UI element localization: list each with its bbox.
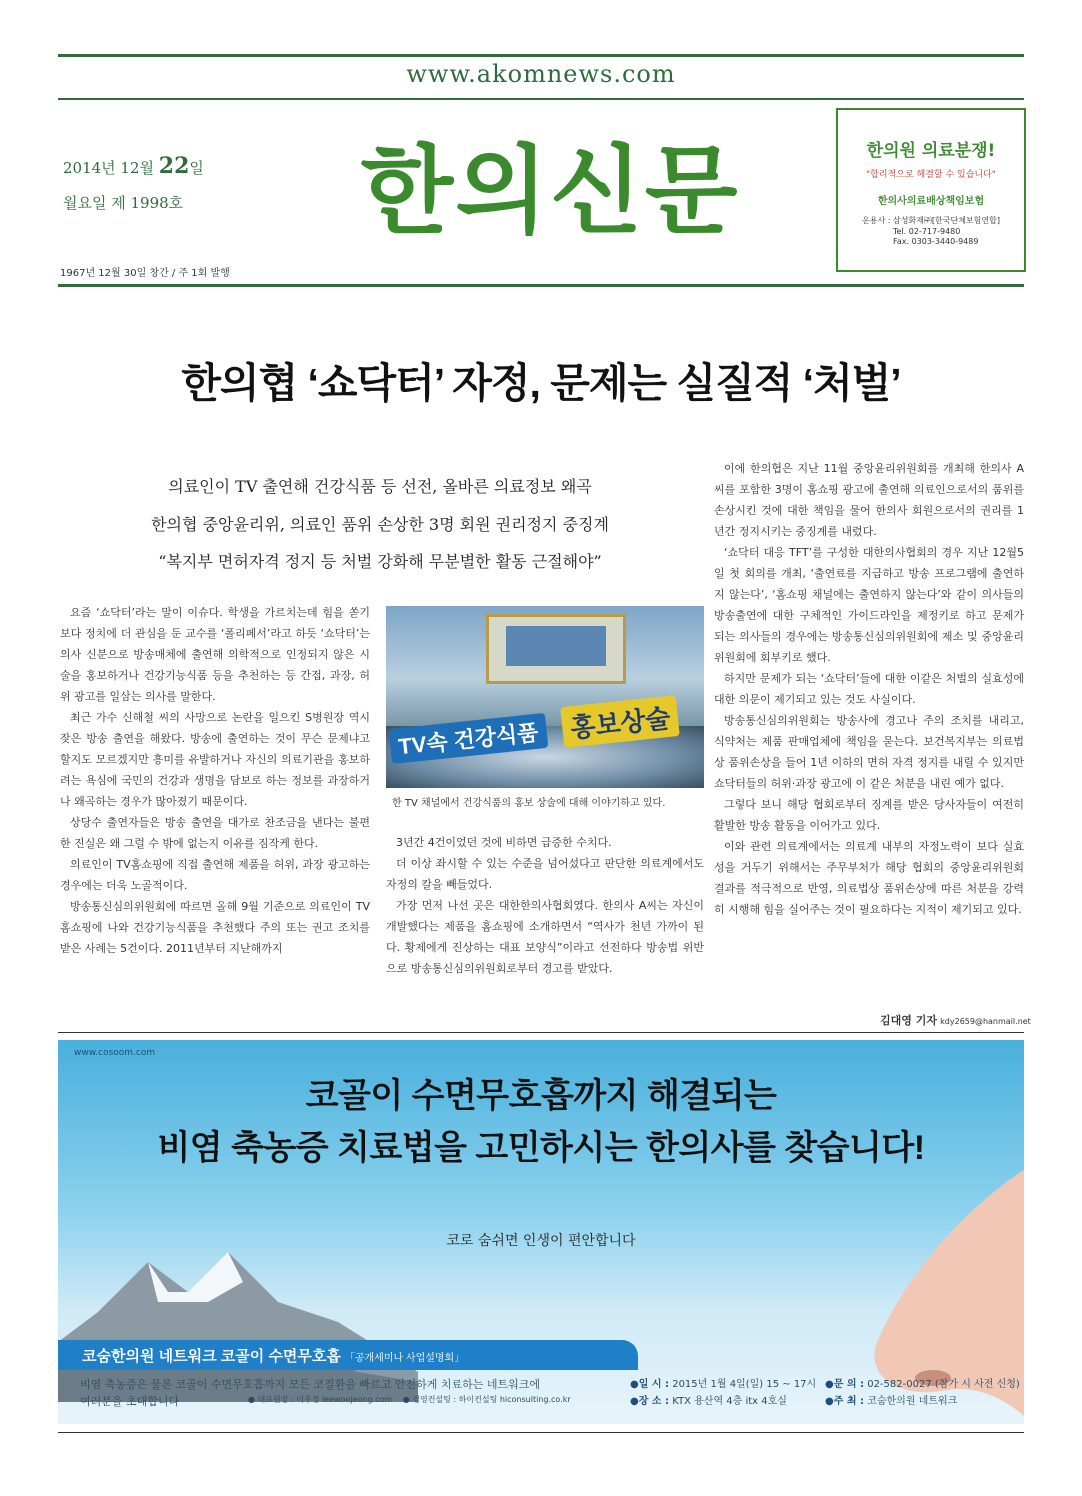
ad-contact-director[interactable]: ● 대표원장 : 이우정 leewoojeong.com bbox=[248, 1395, 393, 1404]
article-column-2 bbox=[386, 832, 704, 979]
paragraph: 이에 한의협은 지난 11월 중앙윤리위원회를 개최해 한의사 A 씨를 포함한 3명이 홈쇼핑 광고에 출연해 의료인으로서의 품위를 손상시킨 것에 대한 책임을 물어 한의사 회원으로서의 권리를 1년간 정지시키는 중징계를 내렸다. bbox=[714, 462, 1024, 538]
ad-url[interactable]: www.cosoom.com bbox=[74, 1048, 156, 1058]
paragraph: 3년간 4건이었던 것에 비하면 급증한 수치다. bbox=[396, 836, 612, 849]
subhead-3: “복지부 면허자격 정지 등 처벌 강화해 무분별한 활동 근절해야” bbox=[158, 552, 602, 571]
ad-inquiry-label: ●문 의 : bbox=[825, 1379, 865, 1390]
top-rule-thin bbox=[58, 98, 1024, 100]
ad-tagline: 코로 숨쉬면 인생이 편안합니다 bbox=[446, 1233, 636, 1249]
paragraph: 가장 먼저 나선 곳은 대한한의사협회였다. 한의사 A씨는 자신이 개발했다는 제품을 홈쇼핑에 소개하면서 “역사가 천년 가까이 된다. 황제에게 진상하는 대표 보양식”이라고 선전하다 방송법 위반으로 방송통신심의위원회로부터 경고를 받았다. bbox=[386, 899, 704, 975]
paragraph: ‘쇼닥터 대응 TFT’를 구성한 대한의사협회의 경우 지난 12월5일 첫 회의를 개최, ‘출연료를 지급하고 방송 프로그램에 출연하지 않는다’, ‘홈쇼핑 채널에는 출연하지 않는다’와 같이 의사들의 방송출연에 대한 구체적인 가이드라인을 제정키로 하고 문제가 되는 의사들의 경우에는 방송통신심의위원회에 제소 및 중앙윤리위원회에 회부키로 했다. bbox=[714, 546, 1024, 664]
paragraph: 더 이상 좌시할 수 있는 수준을 넘어섰다고 판단한 의료계에서도 자정의 칼을 빼들었다. bbox=[386, 857, 704, 891]
site-url[interactable]: www.akomnews.com bbox=[406, 60, 676, 88]
ad-contact-consulting[interactable]: ● 경영컨설팅 : 하이컨설팅 hiconsulting.co.kr bbox=[402, 1395, 571, 1404]
date-day: 22 bbox=[158, 153, 190, 179]
ad-box-operator: 운용사 : 삼성화재㈜[한국단체보험연합] bbox=[862, 216, 1000, 225]
photo-banner-left: TV속 건강식품 bbox=[389, 713, 548, 764]
byline-email[interactable]: kdy2659@hanmail.net bbox=[940, 1017, 1031, 1026]
page-bottom-rule bbox=[58, 1432, 1024, 1433]
paragraph: 하지만 문제가 되는 ‘쇼닥터’들에 대한 이같은 처벌의 실효성에 대한 의문이 제기되고 있는 것도 사실이다. bbox=[714, 672, 1024, 706]
article-column-1 bbox=[60, 602, 370, 959]
ad-bar-sub: 「공개세미나 사업설명회」 bbox=[344, 1353, 465, 1364]
paragraph: 상당수 출연자들은 방송 출연을 대가로 찬조금을 낸다는 불편한 진실은 왜 그럴 수 밖에 없는지 이유를 짐작케 한다. bbox=[60, 816, 370, 850]
insurance-ad-box[interactable] bbox=[836, 108, 1026, 272]
ad-box-insurance: 한의사의료배상책임보험 bbox=[877, 196, 985, 207]
article-headline: 한의협 ‘쇼닥터’ 자정, 문제는 실질적 ‘처벌’ bbox=[181, 360, 901, 406]
issue-date bbox=[63, 153, 204, 179]
ad-bar-title bbox=[82, 1345, 464, 1366]
ad-bar-main: 코숨한의원 네트워크 코골이 수면무호흡 bbox=[82, 1348, 341, 1365]
ad-body-line-1: 비염 축농증은 물론 코골이 수면무호흡까지 모든 코질환을 빠르고 안전하게 치료하는 네트워크에 bbox=[80, 1378, 541, 1391]
subhead-1: 의료인이 TV 출연해 건강식품 등 선전, 올바른 의료정보 왜곡 bbox=[168, 477, 592, 496]
issue-number: 월요일 제 1998호 bbox=[63, 194, 184, 212]
paragraph: 이와 관련 의료계에서는 의료계 내부의 자정노력이 보다 실효성을 거두기 위해서는 주무부처가 해당 협회의 중앙윤리위원회 결과를 적극적으로 반영, 의료법상 품위손상에 따른 처분을 강력히 시행해 힘을 실어주는 것이 필요하다는 지적이 제기되고 있다. bbox=[714, 840, 1024, 916]
ad-place-label: ●장 소 : bbox=[630, 1396, 670, 1407]
subhead-2: 한의협 중앙윤리위, 의료인 품위 손상한 3명 회원 권리정지 중징계 bbox=[151, 515, 609, 534]
date-suffix: 일 bbox=[189, 159, 204, 177]
ad-place-value: KTX 용산역 4층 itx 4호실 bbox=[672, 1396, 787, 1407]
masthead-logo: 한의신문 bbox=[360, 134, 740, 247]
article-photo bbox=[386, 606, 704, 788]
date-prefix: 2014년 12월 bbox=[63, 159, 159, 177]
ad-date-label: ●일 시 : bbox=[630, 1379, 670, 1390]
paragraph: 최근 가수 신해철 씨의 사망으로 논란을 일으킨 S병원장 역시 잦은 방송 출연을 해왔다. 방송에 출연하는 것이 무슨 문제냐고 할지도 모르겠지만 흥미를 유발하거나 자신의 의료기관을 홍보하려는 욕심에 국민의 건강과 생명을 담보로 하는 정보를 과장하거나 왜곡하는 경우가 많아졌기 때문이다. bbox=[60, 711, 370, 808]
ad-contacts bbox=[248, 1394, 571, 1405]
ad-date-value: 2015년 1월 4일(일) 15 ~ 17시 bbox=[672, 1379, 817, 1390]
article-column-3 bbox=[714, 458, 1024, 920]
ad-box-fax: Fax. 0303-3440-9489 bbox=[893, 237, 979, 246]
photo-caption: 한 TV 채널에서 건강식품의 홍보 상술에 대해 이야기하고 있다. bbox=[392, 798, 666, 809]
top-rule bbox=[58, 54, 1024, 57]
paragraph: 그렇다 보니 해당 협회로부터 징계를 받은 당사자들이 여전히 활발한 방송 활동을 이어가고 있다. bbox=[714, 798, 1024, 832]
bottom-advertisement[interactable] bbox=[58, 1040, 1024, 1424]
ad-host-label: ●주 최 : bbox=[825, 1396, 865, 1407]
ad-event-info bbox=[630, 1376, 1020, 1410]
photo-banner-right: 홍보상술 bbox=[560, 695, 680, 748]
ad-inquiry-value: 02-582-0027 (참가 시 사전 신청) bbox=[867, 1379, 1020, 1390]
byline-name: 김대영 기자 bbox=[880, 1014, 937, 1027]
ad-top-rule bbox=[58, 1032, 1024, 1033]
photo-set-screen bbox=[506, 626, 606, 666]
ad-box-title: 한의원 의료분쟁! bbox=[866, 141, 996, 161]
paragraph: 방송통신심의위원회에 따르면 올해 9월 기준으로 의료인이 TV 홈쇼핑에 나와 건강기능식품을 추천했다 주의 또는 권고 조치를 받은 사례는 5건이다. 2011년부터 지난해까지 bbox=[60, 900, 370, 955]
paragraph: 방송통신심의위원회는 방송사에 경고나 주의 조치를 내리고, 식약처는 제품 판매업체에 책임을 묻는다. 보건복지부는 의료법상 품위손상을 들어 1년 이하의 면허 자격 정지를 내릴 수 있지만 쇼닥터들의 허위·과장 광고에 이 같은 처분을 내린 예가 없다. bbox=[714, 714, 1024, 790]
paragraph: 의료인이 TV홈쇼핑에 직접 출연해 제품을 허위, 과장 광고하는 경우에는 더욱 노골적이다. bbox=[60, 858, 370, 892]
ad-body-line-2: 여러분을 초대합니다 bbox=[80, 1395, 180, 1408]
byline bbox=[880, 1012, 1031, 1028]
header-bottom-rule bbox=[58, 284, 1024, 287]
ad-host-value: 코숨한의원 네트워크 bbox=[867, 1396, 958, 1407]
ad-box-slogan: "합리적으로 해결할 수 있습니다" bbox=[866, 170, 996, 180]
ad-box-tel: Tel. 02-717-9480 bbox=[893, 227, 961, 236]
founded-line: 1967년 12월 30일 창간 / 주 1회 발행 bbox=[60, 268, 230, 279]
ad-headline-2: 비염 축농증 치료법을 고민하시는 한의사를 찾습니다! bbox=[157, 1129, 925, 1167]
paragraph: 요즘 ‘쇼닥터’라는 말이 이슈다. 학생을 가르치는데 힘을 쏟기 보다 정치에 더 관심을 둔 교수를 ‘폴리페서’라고 하듯 ‘쇼닥터’는 의사 신분으로 방송매체에 출연해 의학적으로 인정되지 않은 시술을 홍보하거나 건강기능식품 등을 추천하는 등 간접, 과장, 허위 광고를 일삼는 의사를 말한다. bbox=[60, 606, 370, 703]
ad-headline-1: 코골이 수면무호흡까지 해결되는 bbox=[305, 1077, 777, 1115]
